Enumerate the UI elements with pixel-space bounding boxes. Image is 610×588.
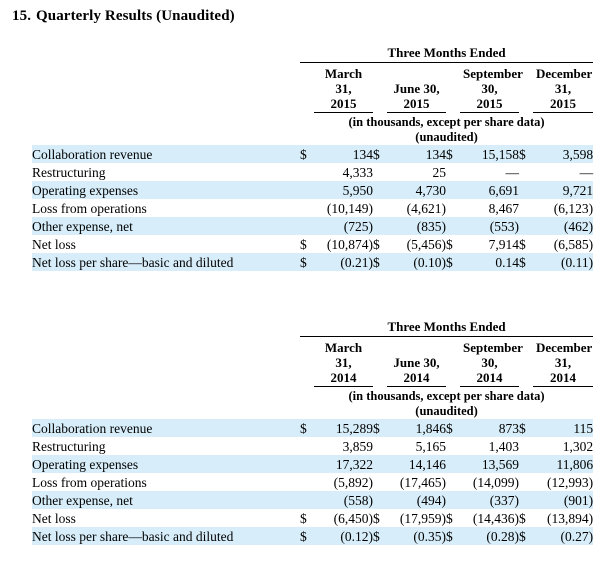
- cell-value: (12,993): [533, 473, 593, 491]
- currency-symbol: $: [519, 253, 533, 271]
- currency-symbol: $: [446, 509, 460, 527]
- cell-value: (901): [533, 491, 593, 509]
- cell-value: 1,846: [387, 419, 446, 437]
- cell-value: (14,436): [460, 509, 519, 527]
- currency-symbol: $: [300, 235, 314, 253]
- group-header-three-months-ended: Three Months Ended: [300, 318, 593, 337]
- column-header-1: March 31, 2015: [314, 63, 373, 113]
- cell-value: (6,585): [533, 235, 593, 253]
- currency-symbol: $: [373, 527, 387, 545]
- currency-symbol: $: [300, 527, 314, 545]
- currency-symbol: [300, 163, 314, 181]
- currency-symbol: [300, 217, 314, 235]
- cell-value: 3,598: [533, 145, 593, 163]
- currency-symbol: [446, 437, 460, 455]
- cell-value: (14,099): [460, 473, 519, 491]
- column-header-4: December 31, 2014: [533, 337, 593, 387]
- row-label: Collaboration revenue: [32, 145, 300, 163]
- cell-value: 8,467: [460, 199, 519, 217]
- cell-value: (6,123): [533, 199, 593, 217]
- currency-symbol: $: [519, 235, 533, 253]
- cell-value: (10,149): [314, 199, 373, 217]
- currency-symbol: $: [519, 145, 533, 163]
- cell-value: 25: [387, 163, 446, 181]
- cell-value: (494): [387, 491, 446, 509]
- table-audit-note-row: [32, 130, 593, 145]
- table-column-header-row: [32, 337, 593, 387]
- cell-value: (337): [460, 491, 519, 509]
- currency-symbol: [373, 473, 387, 491]
- currency-symbol: $: [300, 509, 314, 527]
- cell-value: 11,806: [533, 455, 593, 473]
- currency-symbol: $: [519, 527, 533, 545]
- currency-symbol: [300, 181, 314, 199]
- row-label: Other expense, net: [32, 491, 300, 509]
- header-spacer: [32, 337, 300, 387]
- group-header-three-months-ended: Three Months Ended: [300, 44, 593, 63]
- cell-value: 9,721: [533, 181, 593, 199]
- table-row: [32, 163, 593, 181]
- cell-value: 17,322: [314, 455, 373, 473]
- cell-value: 7,914: [460, 235, 519, 253]
- currency-symbol: [519, 217, 533, 235]
- column-header-4: December 31, 2015: [533, 63, 593, 113]
- currency-symbol: [373, 181, 387, 199]
- header-currency-gap: [300, 63, 314, 113]
- cell-value: 873: [460, 419, 519, 437]
- currency-symbol: [519, 491, 533, 509]
- section-title-text: Quarterly Results (Unaudited): [36, 8, 235, 24]
- currency-symbol: [300, 455, 314, 473]
- currency-symbol: [300, 491, 314, 509]
- currency-symbol: $: [300, 419, 314, 437]
- currency-symbol: [446, 217, 460, 235]
- currency-symbol: [519, 437, 533, 455]
- header-spacer: [32, 44, 300, 63]
- currency-symbol: [519, 455, 533, 473]
- currency-symbol: [373, 163, 387, 181]
- section-number: 15.: [12, 8, 32, 24]
- table-row: [32, 473, 593, 491]
- row-label: Operating expenses: [32, 455, 300, 473]
- row-label: Operating expenses: [32, 181, 300, 199]
- currency-symbol: [446, 199, 460, 217]
- currency-symbol: [373, 217, 387, 235]
- cell-value: 15,289: [314, 419, 373, 437]
- currency-symbol: [519, 163, 533, 181]
- cell-value: 1,302: [533, 437, 593, 455]
- row-label: Restructuring: [32, 437, 300, 455]
- cell-value: 134: [314, 145, 373, 163]
- table-row: [32, 235, 593, 253]
- cell-value: (13,894): [533, 509, 593, 527]
- header-spacer: [32, 113, 300, 131]
- currency-symbol: [446, 473, 460, 491]
- row-label: Net loss per share—basic and diluted: [32, 527, 300, 545]
- units-note: (in thousands, except per share data): [348, 115, 545, 129]
- cell-value: (558): [314, 491, 373, 509]
- table-row: [32, 491, 593, 509]
- row-label: Net loss: [32, 509, 300, 527]
- cell-value: (17,465): [387, 473, 446, 491]
- header-currency-gap: [300, 337, 314, 387]
- currency-symbol: $: [446, 235, 460, 253]
- units-note: (in thousands, except per share data): [348, 389, 545, 403]
- quarterly-results-table-2014: [32, 318, 592, 545]
- cell-value: (0.12): [314, 527, 373, 545]
- header-spacer: [32, 404, 300, 419]
- cell-value: (0.35): [387, 527, 446, 545]
- currency-symbol: $: [446, 253, 460, 271]
- table-column-header-row: [32, 63, 593, 113]
- currency-symbol: [373, 491, 387, 509]
- table-group-header-row: [32, 318, 593, 337]
- row-label: Restructuring: [32, 163, 300, 181]
- cell-value: 5,950: [314, 181, 373, 199]
- cell-value: (10,874): [314, 235, 373, 253]
- header-currency-gap: [373, 337, 387, 387]
- cell-value: 115: [533, 419, 593, 437]
- column-header-3: September 30, 2015: [460, 63, 519, 113]
- currency-symbol: [300, 473, 314, 491]
- currency-symbol: [373, 199, 387, 217]
- cell-value: (17,959): [387, 509, 446, 527]
- cell-value: (0.10): [387, 253, 446, 271]
- table-row: [32, 527, 593, 545]
- column-header-1: March 31, 2014: [314, 337, 373, 387]
- cell-value: —: [533, 163, 593, 181]
- row-label: Net loss per share—basic and diluted: [32, 253, 300, 271]
- cell-value: (835): [387, 217, 446, 235]
- currency-symbol: $: [373, 509, 387, 527]
- cell-value: (4,621): [387, 199, 446, 217]
- header-currency-gap: [446, 63, 460, 113]
- cell-value: 4,333: [314, 163, 373, 181]
- page-title: [12, 8, 235, 25]
- currency-symbol: [373, 437, 387, 455]
- cell-value: 134: [387, 145, 446, 163]
- row-label: Other expense, net: [32, 217, 300, 235]
- row-label: Net loss: [32, 235, 300, 253]
- currency-symbol: $: [300, 253, 314, 271]
- cell-value: (0.21): [314, 253, 373, 271]
- table-group-header-row: [32, 44, 593, 63]
- currency-symbol: [519, 473, 533, 491]
- cell-value: (0.11): [533, 253, 593, 271]
- currency-symbol: [519, 199, 533, 217]
- cell-value: 4,730: [387, 181, 446, 199]
- cell-value: (725): [314, 217, 373, 235]
- cell-value: 3,859: [314, 437, 373, 455]
- table-row: [32, 145, 593, 163]
- currency-symbol: [446, 455, 460, 473]
- table-row: [32, 437, 593, 455]
- cell-value: —: [460, 163, 519, 181]
- table-units-note-row: [32, 387, 593, 405]
- currency-symbol: $: [446, 527, 460, 545]
- row-label: Loss from operations: [32, 199, 300, 217]
- currency-symbol: [519, 181, 533, 199]
- header-spacer: [32, 63, 300, 113]
- cell-value: 13,569: [460, 455, 519, 473]
- header-spacer: [32, 387, 300, 405]
- currency-symbol: [446, 163, 460, 181]
- currency-symbol: $: [373, 253, 387, 271]
- currency-symbol: [300, 437, 314, 455]
- table-row: [32, 419, 593, 437]
- cell-value: 15,158: [460, 145, 519, 163]
- cell-value: (462): [533, 217, 593, 235]
- audit-note: (unaudited): [415, 404, 478, 418]
- table-row: [32, 181, 593, 199]
- table-row: [32, 253, 593, 271]
- cell-value: 6,691: [460, 181, 519, 199]
- cell-value: (0.28): [460, 527, 519, 545]
- currency-symbol: $: [446, 419, 460, 437]
- table-row: [32, 455, 593, 473]
- currency-symbol: $: [373, 235, 387, 253]
- column-header-2: June 30, 2015: [387, 63, 446, 113]
- cell-value: (553): [460, 217, 519, 235]
- column-header-3: September 30, 2014: [460, 337, 519, 387]
- table-audit-note-row: [32, 404, 593, 419]
- currency-symbol: $: [519, 509, 533, 527]
- header-spacer: [32, 318, 300, 337]
- currency-symbol: $: [373, 145, 387, 163]
- quarterly-results-table-2015: [32, 44, 592, 271]
- cell-value: (5,456): [387, 235, 446, 253]
- cell-value: 1,403: [460, 437, 519, 455]
- financial-table: [32, 318, 593, 545]
- cell-value: 5,165: [387, 437, 446, 455]
- audit-note: (unaudited): [415, 130, 478, 144]
- header-currency-gap: [373, 63, 387, 113]
- currency-symbol: $: [300, 145, 314, 163]
- row-label: Loss from operations: [32, 473, 300, 491]
- cell-value: (0.27): [533, 527, 593, 545]
- currency-symbol: [446, 491, 460, 509]
- table-row: [32, 199, 593, 217]
- header-spacer: [32, 130, 300, 145]
- currency-symbol: $: [519, 419, 533, 437]
- cell-value: (6,450): [314, 509, 373, 527]
- header-currency-gap: [446, 337, 460, 387]
- currency-symbol: [446, 181, 460, 199]
- table-row: [32, 217, 593, 235]
- currency-symbol: $: [446, 145, 460, 163]
- table-row: [32, 509, 593, 527]
- financial-table: [32, 44, 593, 271]
- cell-value: 0.14: [460, 253, 519, 271]
- column-header-2: June 30, 2014: [387, 337, 446, 387]
- currency-symbol: $: [373, 419, 387, 437]
- cell-value: (5,892): [314, 473, 373, 491]
- row-label: Collaboration revenue: [32, 419, 300, 437]
- cell-value: 14,146: [387, 455, 446, 473]
- table-units-note-row: [32, 113, 593, 131]
- currency-symbol: [300, 199, 314, 217]
- currency-symbol: [373, 455, 387, 473]
